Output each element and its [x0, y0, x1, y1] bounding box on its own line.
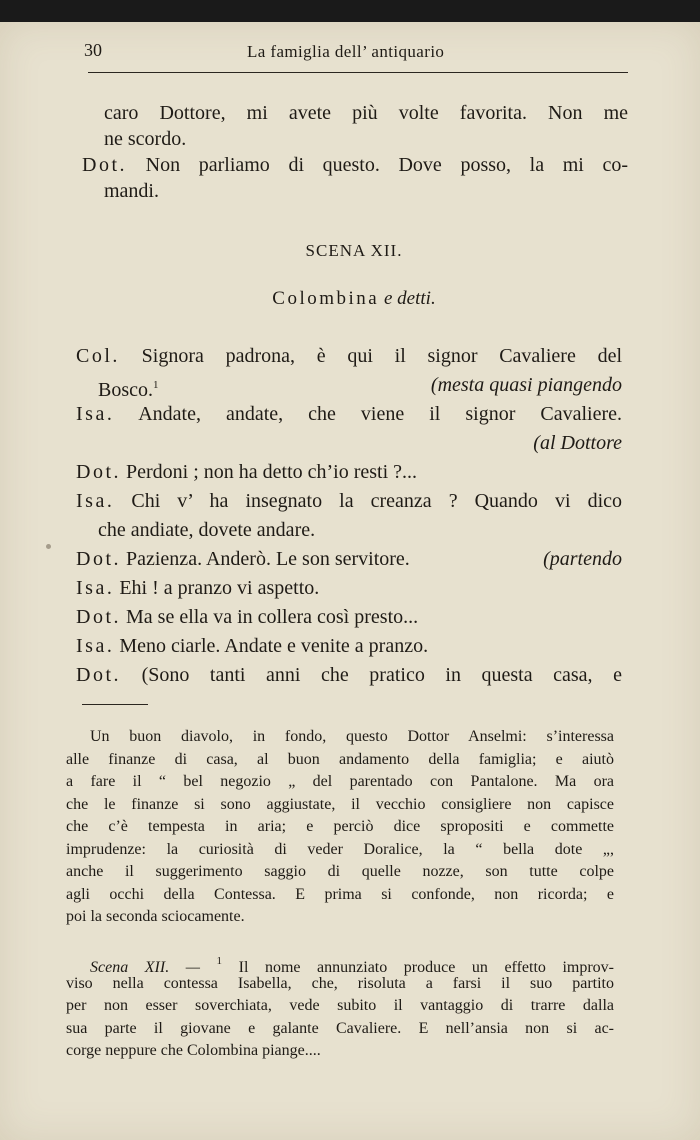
note-line: poi la seconda sciocamente. [66, 908, 245, 925]
characters-rest: e detti. [384, 288, 436, 309]
footnote-marker: 1 [153, 379, 159, 391]
note-line: corge neppure che Colombina piange.... [66, 1042, 321, 1059]
header-rule [88, 72, 628, 73]
footnote-rule [82, 704, 148, 705]
dialogue-line [76, 400, 622, 429]
dialogue-text: Perdoni ; non ha detto ch’io resti ?... [126, 461, 418, 483]
speaker-name: Isa. [76, 577, 115, 599]
stage-direction: (mesta quasi piangendo [430, 374, 622, 396]
speaker-name: Col. [76, 345, 120, 367]
dialogue-line [76, 487, 622, 516]
scene-heading: SCENA XII. [305, 241, 403, 260]
note-line: sua parte il giovane e galante Cavaliere. E nell’ansia non si ac- [66, 1019, 614, 1037]
dialogue-text: Bosco. [98, 379, 153, 401]
ink-smudge [46, 544, 51, 549]
speaker-name: Dot. [76, 461, 121, 483]
note-line: viso nella contessa Isabella, che, risoluta a farsi il suo partito [66, 974, 614, 992]
dialogue-line [76, 603, 622, 632]
dialogue-line [76, 371, 622, 400]
dialogue-line [76, 342, 622, 371]
note-line: alle finanze di casa, al buon andamento della famiglia; e aiutò [66, 750, 614, 768]
dialogue-line: che andiate, dovete andare. [98, 519, 316, 541]
page-header [84, 40, 630, 66]
speaker-name: Isa. [76, 635, 115, 657]
dialogue-line: mandi. [104, 180, 159, 202]
speaker-name: Isa. [76, 403, 115, 425]
book-page [0, 22, 700, 1140]
speaker-name: Dot. [76, 606, 121, 628]
dialogue-block [76, 342, 622, 690]
character-name: Colombina [272, 288, 380, 309]
note-line: che le finanze si sono aggiustate, il vecchio consigliere non capisce [66, 795, 614, 813]
speaker-name: Dot. [76, 548, 121, 570]
dialogue-text: Andate, andate, che viene il signor Cavaliere. [138, 403, 622, 425]
note-line: per non esser soverchiata, vede subito il vantaggio di trarre dalla [66, 997, 614, 1014]
note-line: imprudenze: la curiosità di veder Doralice, la “ bella dote „, [66, 840, 614, 858]
dialogue-text: Pazienza. Anderò. Le son servitore. [126, 548, 410, 570]
dialogue-text: (Sono tanti anni che pratico in questa casa, e [141, 664, 622, 686]
running-title: La famiglia dell’ antiquario [247, 42, 445, 61]
text-line: caro Dottore, mi avete più volte favorita. Non me [104, 102, 628, 124]
dialogue-text: Ma se ella va in collera così presto... [126, 606, 419, 628]
dialogue-text: Ehi ! a pranzo vi aspetto. [119, 577, 320, 599]
note-line: Un buon diavolo, in fondo, questo Dottor Anselmi: s’interessa [90, 728, 614, 745]
dialogue-text: Chi v’ ha insegnato la creanza ? Quando vi dico [131, 490, 623, 512]
speaker-name: Dot. [76, 664, 121, 686]
dialogue-text: Meno ciarle. Andate e venite a pranzo. [119, 635, 429, 657]
stage-direction: (partendo [543, 548, 622, 570]
note-line: che c’è tempesta in aria; e perciò dice spropositi e commette [66, 818, 614, 835]
dialogue-line [82, 152, 628, 178]
page-number: 30 [84, 40, 102, 60]
dialogue-line [76, 429, 622, 458]
dialogue-dot-opening [82, 152, 628, 204]
note-line: a fare il “ bel negozio „ del parentado con Pantalone. Ma ora [66, 773, 614, 790]
dialogue-line [76, 458, 622, 487]
continuation-text [104, 100, 628, 152]
dialogue-line [76, 574, 622, 603]
footnote-label: Scena XII. — [90, 959, 200, 976]
scene-footnote [66, 950, 614, 1063]
dialogue-text: Non parliamo di questo. Dove posso, la mi co- [145, 154, 628, 176]
stage-direction: (al Dottore [533, 432, 622, 454]
commentary-note [66, 726, 614, 929]
note-line: anche il suggerimento saggio di quelle nozze, son tutte colpe [66, 863, 614, 880]
note-line [66, 950, 615, 976]
dialogue-line [76, 545, 622, 574]
speaker-name: Isa. [76, 490, 115, 512]
scene-characters [80, 286, 628, 312]
dialogue-line [76, 632, 622, 661]
dialogue-line [76, 661, 622, 690]
note-line: agli occhi della Contessa. E prima si confonde, non ricorda; e [66, 885, 614, 903]
speaker-name: Dot. [82, 154, 127, 176]
footnote-number: 1 [216, 955, 223, 967]
dialogue-text: Signora padrona, è qui il signor Cavaliere del [141, 345, 622, 367]
footnote-text: Il nome annunziato produce un effetto improv- [238, 959, 615, 976]
text-line: ne scordo. [104, 128, 187, 150]
